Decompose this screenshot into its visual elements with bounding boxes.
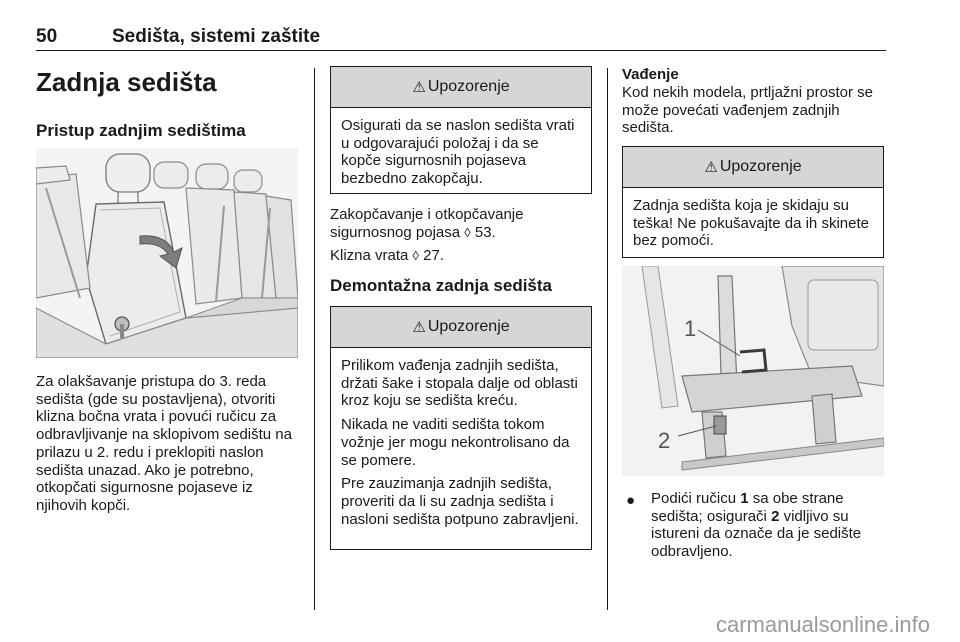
page-header-title: Sedišta, sistemi zaštite bbox=[112, 26, 321, 47]
instruction-part-1: Podići ručicu bbox=[651, 490, 741, 507]
instruction-num-2: 2 bbox=[771, 507, 780, 525]
page-ref-arrow-icon: ◊ bbox=[412, 248, 419, 263]
figure-label-1: 1 bbox=[684, 316, 697, 341]
warning-header-3 bbox=[623, 147, 883, 188]
instruction-num-1: 1 bbox=[740, 490, 749, 507]
warning-text-2a: Prilikom vađenja zadnjih sedišta, držati šake i stopala dalje od oblasti kroz koju se sedišta kreću. bbox=[341, 357, 578, 410]
removal-heading: Vađenje bbox=[622, 66, 679, 83]
warning-text-3: Zadnja sedišta koja je skidaju su teška! Ne pokušavajte da ih skinete bez pomoći. bbox=[633, 197, 869, 250]
unlock-instruction bbox=[651, 490, 891, 561]
warning-header-2 bbox=[331, 307, 591, 348]
page-number: 50 bbox=[36, 26, 58, 47]
warning-triangle-icon: ⚠ bbox=[704, 159, 718, 176]
removal-paragraph: Kod nekih modela, prtljažni prostor se može povećati vađenjem zadnjih sedišta. bbox=[622, 84, 873, 137]
watermark: carmanualsonline.info bbox=[715, 612, 930, 637]
column-divider-2 bbox=[607, 68, 608, 610]
page-ref-arrow-icon: ◊ bbox=[464, 224, 471, 240]
seatbelt-ref-page[interactable]: 53. bbox=[474, 223, 496, 241]
instruction-part-2: sa obe strane sedišta; osigurači bbox=[651, 490, 844, 525]
warning-triangle-icon: ⚠ bbox=[412, 79, 426, 96]
warning-box-1 bbox=[330, 66, 592, 194]
header-divider bbox=[36, 50, 886, 51]
figure-label-2: 2 bbox=[658, 428, 671, 453]
warning-box-3 bbox=[622, 146, 884, 258]
rear-seat-drawing bbox=[36, 148, 298, 358]
warning-label-3: Upozorenje bbox=[719, 158, 802, 175]
seatbelt-ref-text: Zakopčavanje i otkopčavanje sigurnosnog pojasa bbox=[330, 206, 524, 241]
warning-text-2c: Pre zauzimanja zadnjih sedišta, proveriti da li su zadnja sedišta i nasloni sedišta potpuno zabravljeni. bbox=[341, 475, 579, 528]
subsection-heading-removable: Demontažna zadnja sedišta bbox=[330, 276, 553, 295]
warning-label-2: Upozorenje bbox=[427, 318, 510, 335]
sliding-door-reference bbox=[330, 247, 592, 265]
seat-lock-illustration bbox=[622, 266, 884, 476]
warning-box-2 bbox=[330, 306, 592, 550]
column-divider-1 bbox=[314, 68, 315, 610]
sliding-door-ref-page[interactable]: 27. bbox=[423, 247, 445, 264]
warning-text-1: Osigurati da se naslon sedišta vrati u odgovarajući položaj i da se kopče sigurnosnih pojaseva bezbedno zakopčaju. bbox=[341, 117, 575, 188]
bullet-icon: ● bbox=[626, 492, 636, 509]
subsection-heading: Pristup zadnjim sedištima bbox=[36, 121, 246, 140]
warning-triangle-icon: ⚠ bbox=[412, 319, 426, 336]
section-heading: Zadnja sedišta bbox=[36, 67, 217, 97]
instruction-part-3: vidljivo su istureni da označe da je sedište odbravljeno. bbox=[651, 507, 862, 561]
warning-label-1: Upozorenje bbox=[427, 78, 510, 95]
seatbelt-reference bbox=[330, 206, 592, 241]
sliding-door-ref-text: Klizna vrata bbox=[330, 247, 409, 264]
warning-text-2b: Nikada ne vaditi sedišta tokom vožnje jer mogu nekontrolisano da se pomere. bbox=[341, 416, 570, 469]
access-instructions: Za olakšavanje pristupa do 3. reda sedišta (gde su postavljena), otvoriti klizna bočna vrata i povući ručicu za odbravljivanje na sklopivom sedištu na prilazu u 2. redu i preklopiti naslon sedišta unazad. Ako je potrebno, otkopčati sigurnosne pojaseve iz njihovih kopči. bbox=[36, 373, 292, 514]
seat-lock-drawing bbox=[622, 266, 884, 476]
warning-header-1 bbox=[331, 67, 591, 108]
rear-seat-illustration bbox=[36, 148, 298, 358]
